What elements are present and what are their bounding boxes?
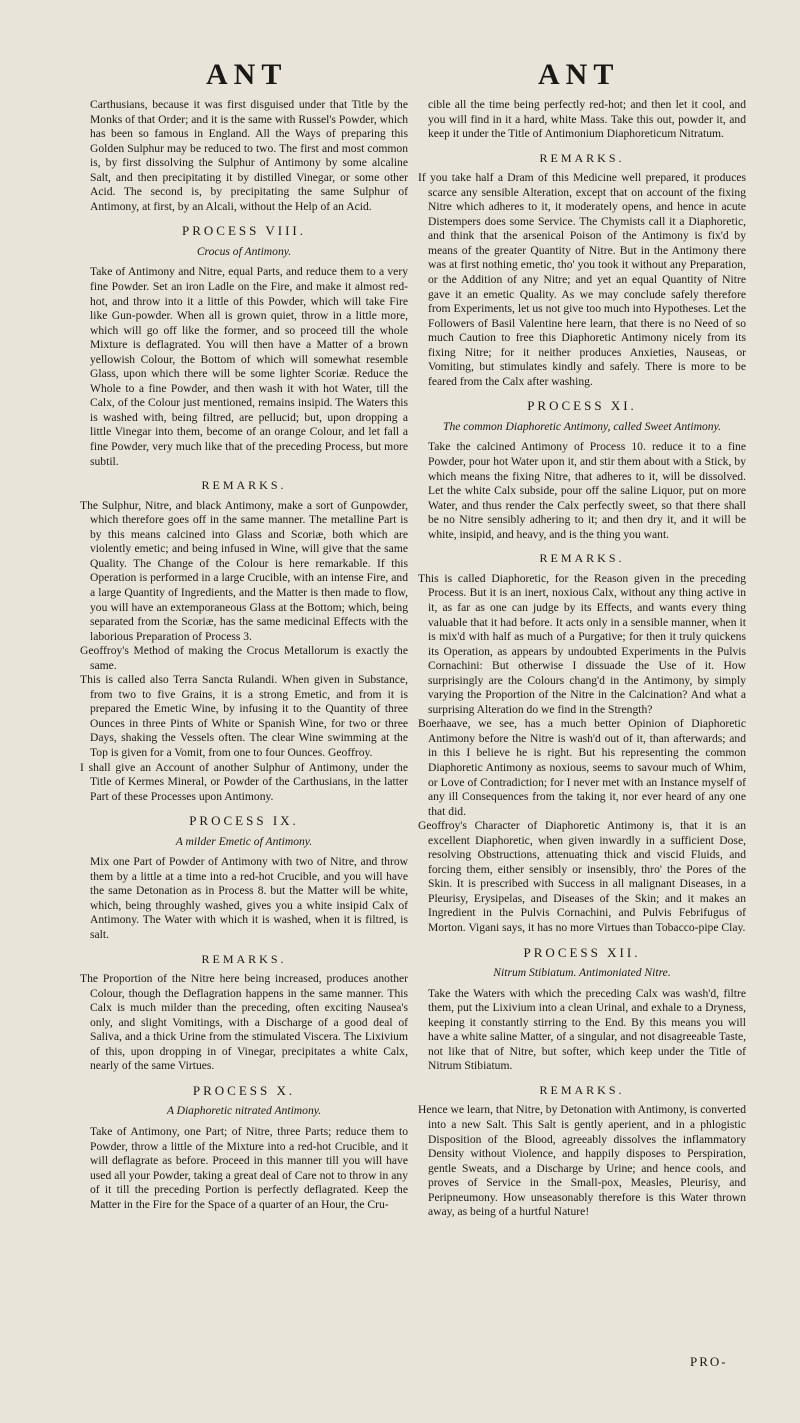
process-subtitle: A Diaphoretic nitrated Antimony. [166,1104,322,1118]
paragraph: Take the Waters with which the preceding Calx was wash'd, filtre them, put the Lixivium into a clean Urinal, and exhale to a Dryness, keeping it constantly stirring to the End. By this means you will have a white saline Matter, of a singular, and not disagreeable Taste, not like that of Nitre, but softer, which keep under the Title of Nitrum Stibiatum. [428,986,746,1073]
paragraph: cible all the time being perfectly red-hot; and then let it cool, and you will find in it a hard, white Mass. Take this out, powder it, and keep it under the Title of Antimonium Diaphoreticum Nitratum. [428,98,746,141]
paragraph: The Proportion of the Nitre here being increased, produces another Colour, though the Deflagration happens in the same manner. This Calx is much milder than the preceding, often exciting Nausea's only, and slight Vomitings, with a Discharge of a good deal of Saliva, and a thick Urine from the stimulated Viscera. The Lixivium of this, upon dropping in of Vinegar, precipitates a white Calx, nearly of the same Virtues. [80,972,408,1073]
paragraph: Take of Antimony and Nitre, equal Parts, and reduce them to a very fine Powder. Set an iron Ladle on the Fire, and make it almost red-hot, and throw into it a little of this Powder, which will take Fire like Gun-powder. When all is grown quiet, throw in a little more, which will go off like the former, and so proceed till the whole Mixture is deflagrated. You will then have a Matter of a brown yellowish Colour, the Bottom of which will somewhat resemble Glass, upon which there will be some lighter Scoriæ. Reduce the Whole to a fine Powder, and then wash it with hot Water, till the Calx, of the Colour just mentioned, remains insipid. The Waters this is washed with, being filtred, are pellucid; but, upon dropping a little Vinegar into them, become of an orange Colour, and let fall a fine Powder, very much like that of the preceding Process, but more subtil. [90,265,408,468]
running-header [0,58,800,98]
paragraph: If you take half a Dram of this Medicine well prepared, it produces scarce any sensible Alteration, except that on account of the fixing Nitre which adheres to it, it moderately opens, and hence in acute Distempers does some Service. The Chymists call it a Diaphoretic, and think that the arsenical Poison of the Antimony is fix'd by means of the greater Quantity of Nitre. But in the Antimony there was at first nothing emetic, tho' you took it without any Preparation, or the Addition of any Nitre; and yet an equal Quantity of Nitre gave it an emetic Quality. As we may conclude safely therefore from Experiments, let us not give too much into Hypotheses. Let the Followers of Basil Valentine here learn, that there is no Need of so much Caution to free this Diaphoretic Antimony nicely from its fixing Nitre; for it neither produces Anxieties, Nauseas, or Vomiting, but stimulates kindly and safely. There is more to be feared from the Calx after washing. [418,171,746,388]
process-heading: PROCESS X. [192,1082,296,1098]
paragraph: Geoffroy's Method of making the Crocus Metallorum is exactly the same. [80,644,408,672]
process-heading: PROCESS IX. [189,813,299,829]
remarks-heading: REMARKS. [201,478,287,493]
process-heading: PROCESS XI. [527,398,637,414]
paragraph: Hence we learn, that Nitre, by Detonation with Antimony, is converted into a new Salt. This Salt is gently aperient, and in a phlogistic Disposition of the Blood, agreeably dissolves the inflammatory Density without Violence, and happily disposes to Perspiration, gentle Sweats, and a Discharge by Urine; and hence cools, and proves of Service in the Small-pox, Measles, Pleurisy, and Peripneumony. How unseasonably therefore is this Water thrown away, as being of a hurtful Nature! [418,1103,746,1219]
process-subtitle: Crocus of Antimony. [196,244,292,258]
paragraph: I shall give an Account of another Sulphur of Antimony, under the Title of Kermes Mineral, or Powder of the Carthusians, in the latter Part of these Processes upon Antimony. [80,760,408,803]
header-right: ANT [538,58,620,91]
header-left: ANT [206,58,288,91]
catchword: PRO- [690,1354,728,1369]
paragraph: Mix one Part of Powder of Antimony with two of Nitre, and throw them by a little at a time into a red-hot Crucible, and you will have the same Detonation as in Process 8. but the Matter will be white, which, being throughly washed, gives you a white insipid Calx of Antimony. The Water with which it is washed, when it is filtred, is salt. [90,855,408,941]
process-heading: PROCESS VIII. [181,223,306,239]
process-subtitle: The common Diaphoretic Antimony, called Sweet Antimony. [443,419,721,433]
remarks-heading: REMARKS. [201,951,287,966]
paragraph: Take of Antimony, one Part; of Nitre, three Parts; reduce them to Powder, throw a little of the Mixture into a red-hot Crucible, and it will deflagrate as before. Proceed in this manner till you will have used all your Powder, taking a great deal of Care not to throw in any of it till the preceding Portion is perfectly deflagrated. Keep the Matter in the Fire for the Space of a quarter of an Hour, the Cru- [90,1125,408,1211]
paragraph: This is called also Terra Sancta Rulandi. When given in Substance, from two to five Grains, it is a strong Emetic, and from it is prepared the Emetic Wine, by infusing it to the Quantity of three Ounces in three Pints of White or Spanish Wine, for two or three Days, shaking the Vessels often. The clear Wine swimming at the Top is given for a Vomit, from one to four Ounces. Geoffroy. [80,673,408,759]
paragraph: The Sulphur, Nitre, and black Antimony, make a sort of Gunpowder, which therefore goes off in the same manner. The metalline Part is by this means calcined into Glass and Scoriæ, both which are violently emetic; and being infused in Wine, will give that the same Quality. The Change of the Colour is here remarkable. If this Operation is performed in a large Crucible, with an intense Fire, and a large Quantity of Ingredients, and the Matter is then made to flow, you will have an extemporaneous Glass at the Bottom; which, being separated from the Scoriæ, has the same medicinal Effects with the laborious Preparation of Process 3. [80,498,408,643]
right-column [418,98,746,1220]
remarks-heading: REMARKS. [539,150,625,165]
paragraph: Geoffroy's Character of Diaphoretic Antimony is, that it is an excellent Diaphoretic, when given inwardly in a sufficient Dose, resolving Obstructions, attenuating thick and viscid Fluids, and forcing them, either sensibly or insensibly, thro' the Pores of the Skin. It is prescribed with Success in all malignant Diseases, in a Pleurisy, Erysipelas, and Diseases of the Skin; and it makes an Ingredient in the Pulvis Cornachini, and Pulvis Febrifugus of Morton. Vigani says, it has no more Virtues than Tobacco-pipe Clay. [418,819,746,934]
remarks-heading: REMARKS. [539,551,625,566]
paragraph: This is called Diaphoretic, for the Reason given in the preceding Process. But it is an inert, noxious Calx, without any thing active in it, as far as one can judge by its Effects, and wants every thing valuable that it had before. It acts only in a sensible manner, when it is mix'd with half as much of a Purgative; for then it truly quickens its Operation, as appears by undoubted Experiments in the Pulvis Cornachini: But otherwise I dissuade the Use of it. How surprisingly are the Colours chang'd in the Antimony, by simply varying the Proportion of the Nitre in the Calcination? And what a surprising Alteration do we find in the Strength? [418,571,746,716]
remarks-heading: REMARKS. [539,1082,625,1097]
process-heading: PROCESS XII. [523,944,641,960]
process-subtitle: Nitrum Stibiatum. Antimoniated Nitre. [493,966,671,980]
paragraph: Carthusians, because it was first disguised under that Title by the Monks of that Order; and it is the same with Russel's Powder, which has been so famous in England. All the Ways of preparing this Golden Sulphur may be reduced to two. The first and most common is, by first dissolving the Sulphur of Antimony by some alcaline Salt, and then precipitating it by distilled Vinegar, or some other Acid. The second is, by precipitating the same Sulphur of Antimony, at first, by an Alcali, without the Help of an Acid. [90,98,408,213]
paragraph: Take the calcined Antimony of Process 10. reduce it to a fine Powder, pour hot Water upon it, and stir them about with a Stick, by which means the fixing Nitre, that adheres to it, will be dissolved. Let the white Calx subside, pour off the saline Liquor, put on more Water, and thus render the Calx perfectly sweet, so that there shall be no Nitre sensibly adhering to it; and then dry it, and it will be white, insipid, and heavy, and is the thing you want. [428,440,746,541]
process-subtitle: A milder Emetic of Antimony. [175,834,313,848]
left-column [80,98,408,1212]
paragraph: Boerhaave, we see, has a much better Opinion of Diaphoretic Antimony before the Nitre is wash'd out of it, than afterwards; and in this I believe he is right. But his representing the common Diaphoretic Antimony as noxious, seems to savour much of Whim, or Love of Contradiction; for I never met with an Instance myself of any ill Consequences from the taking it, nor ever heard of any one that did. [418,717,746,818]
